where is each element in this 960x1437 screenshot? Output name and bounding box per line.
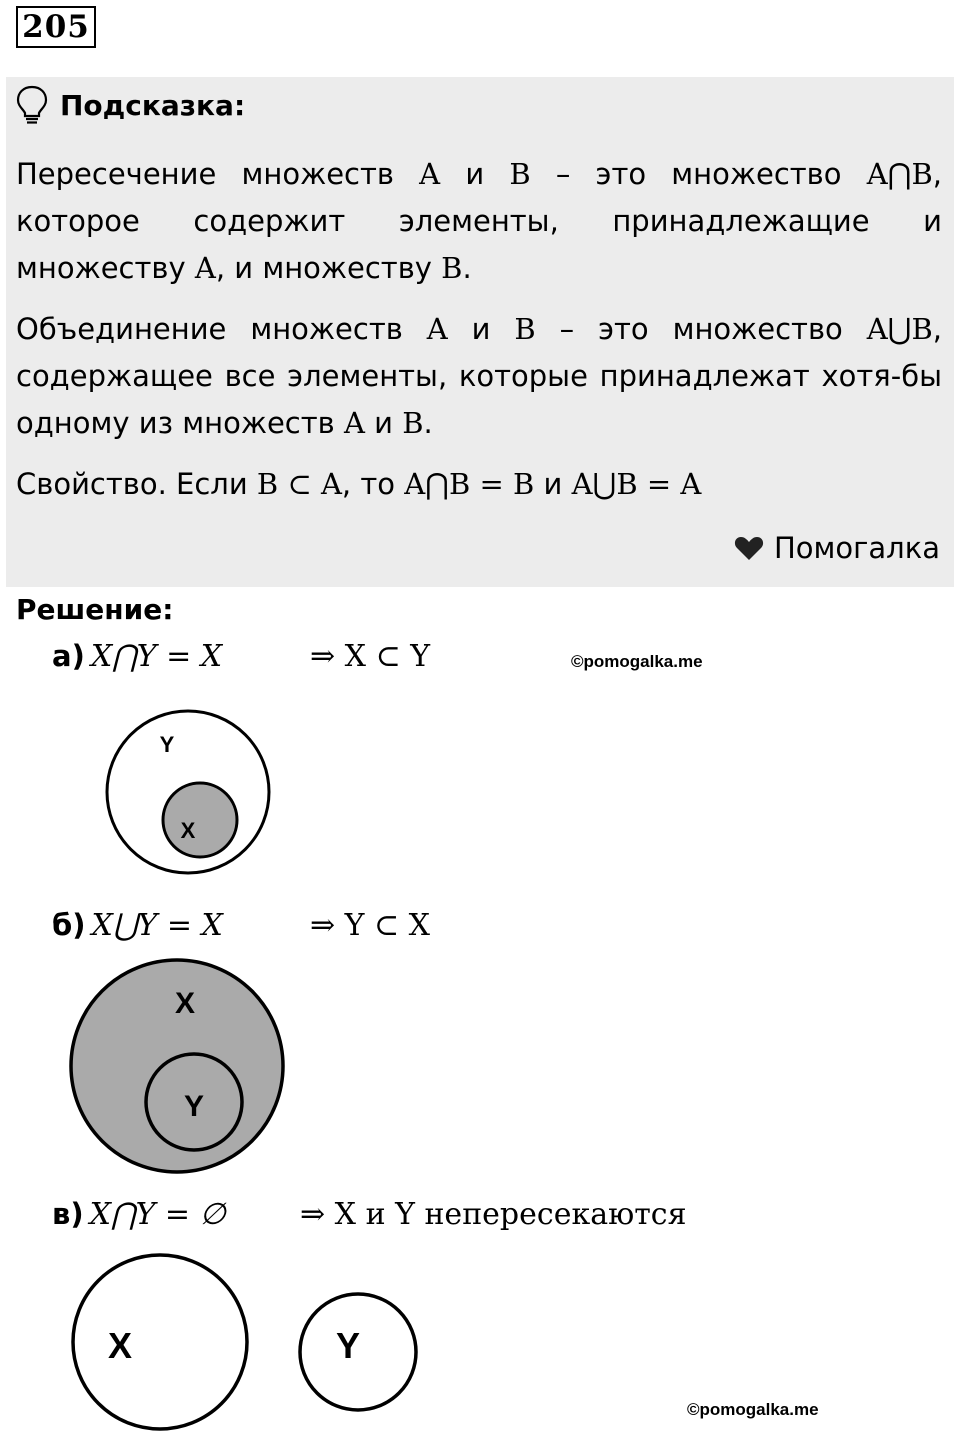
math-run: A	[343, 406, 365, 440]
text-run: .	[462, 251, 472, 285]
left-set-label: X	[107, 1325, 133, 1366]
inner-set-circle	[163, 783, 237, 857]
text-run: и	[534, 467, 572, 501]
text-run: Свойство. Если	[16, 467, 257, 501]
item-result: ⇒ X и Y непересекаются	[300, 1196, 687, 1232]
math-run: A⋃B	[866, 312, 933, 346]
brand-name: Помогалка	[774, 531, 940, 565]
text-run: , которое содержит элементы, принадлежащие и множеству	[16, 157, 942, 285]
venn-diagram-b	[71, 960, 283, 1172]
item-result: ⇒ Y ⊂ X	[310, 907, 431, 943]
solution-title: Решение:	[16, 593, 174, 626]
left-set-circle	[73, 1255, 247, 1429]
math-run: A	[426, 312, 448, 346]
hint-title-text: Подсказка:	[60, 88, 246, 122]
problem-number: 205	[16, 6, 96, 48]
math-run: A	[419, 157, 441, 191]
math-run: A⋂B	[866, 157, 933, 191]
outer-set-label: Y	[159, 732, 175, 757]
math-run: A⋃B = A	[571, 467, 702, 501]
item-formula: X⋂Y = ∅	[89, 1196, 226, 1232]
text-run: и	[364, 406, 403, 440]
text-run: Пересечение множеств	[16, 157, 420, 191]
math-run: B	[441, 251, 463, 285]
text-run: и	[440, 157, 510, 191]
watermark: ©pomogalka.me	[687, 1400, 819, 1419]
venn-diagram-v	[73, 1255, 416, 1429]
item-label: б)	[52, 908, 86, 942]
text-run: и	[447, 312, 515, 346]
math-run: A⋂B = B	[404, 467, 535, 501]
inner-set-label: Y	[183, 1090, 205, 1123]
text-run: .	[423, 406, 433, 440]
text-run: Объединение множеств	[16, 312, 427, 346]
math-run: B ⊂ A	[256, 467, 342, 501]
watermark: ©pomogalka.me	[571, 652, 703, 671]
right-set-label: Y	[335, 1325, 361, 1366]
item-formula: X⋂Y = X	[90, 638, 223, 674]
text-run: – это множество	[535, 312, 867, 346]
text-run: , и множеству	[215, 251, 442, 285]
text-run: , то	[341, 467, 405, 501]
item-label: а)	[52, 639, 85, 673]
venn-diagram-a	[107, 711, 269, 873]
text-run: , содержащее все элементы, которые принадлежат хотя-бы одному из множеств	[16, 312, 942, 440]
text-run: – это множество	[530, 157, 867, 191]
math-run: B	[514, 312, 536, 346]
item-result: ⇒ X ⊂ Y	[310, 638, 431, 674]
math-run: A	[194, 251, 216, 285]
inner-set-label: X	[180, 818, 196, 843]
math-run: B	[509, 157, 531, 191]
item-formula: X⋃Y = X	[91, 907, 223, 943]
outer-set-label: X	[174, 987, 196, 1020]
item-label: в)	[52, 1197, 84, 1231]
math-run: B	[402, 406, 424, 440]
